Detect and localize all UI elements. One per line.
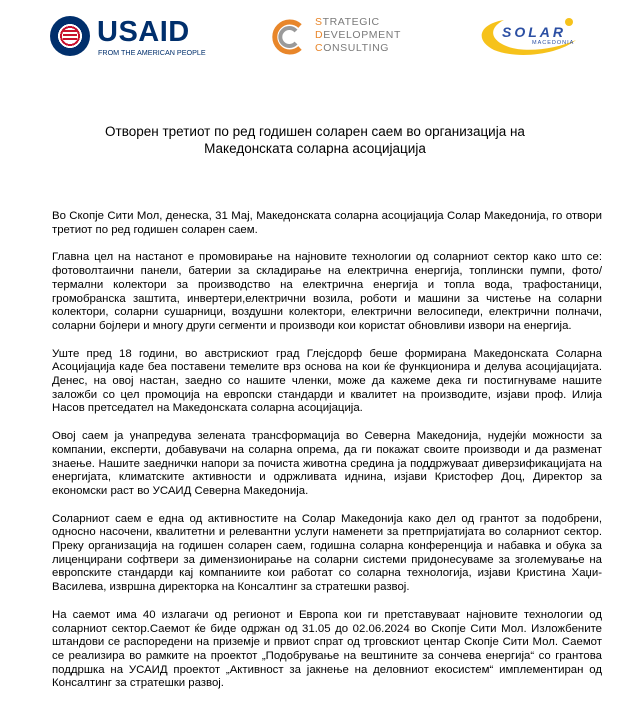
paragraph: На саемот има 40 излагачи од регионот и Европа кои ги претставуваат најновите технологии од соларниот сектор.Саемот ќе биде одржан од 31.05 до 02.06.2024 во Скопје Сити Мол. Изложбените штандови се распоредени на приземје и првиот спрат од трговскиот центар Скопје Сити Мол. Саемот се реализира во рамките на проектот „Подобрување на вештините за сончева енергија“ со грантова поддршка на УСАИД проектот „Активност за јакнење на деловниот екосистем“ имплементиран од Консалтинг за стратешки развој. — [52, 608, 602, 690]
sdc-wordmark: STRATEGIC DEVELOPMENT CONSULTING — [315, 16, 401, 54]
paragraph: Соларниот саем е една од активностите на Солар Македонија како дел од грантот за подобрени, односно насочени, квалитетни и релевантни услуги наменети за претпријатијата во соларниот сектор. Преку организација на годишен соларен саем, годишна соларна конференција и набавка и обука за лиценцирани софтвери за димензионирање на соларни системи придонесуваме за зголемување на европските стандарди кај компаниите кои работат со соларна технологија, изјави Кристина Хаџи- Василева, извршна директорка на Консалтинг за стратешки развој. — [52, 512, 602, 594]
solar-wordmark: SOLAR — [502, 24, 566, 40]
paragraph: Овој саем ја унапредува зелената трансформација во Северна Македонија, нудејќи можности за компании, експерти, добавувачи на соларна опрема, да ги покажат своите производи и да разменат знаење. Нашите заеднички напори за почиста животна средина ја поддржуваат диверзификацијата на енергијата, климатските активности и одржливата иднина, изјави Кристофер Доц, Директор за економски раст во УСАИД Северна Македонија. — [52, 430, 602, 497]
paragraph: Главна цел на настанот е промовирање на најновите технологии од соларниот сектор како што се: фотоволтаични панели, батерии за складирање на електрична енергија, топлински пумпи, фото/термални колектори за производство на електрична енергија и топла вода, трафостаници, громобранска заштита, инвертери,електрични возила, роботи и машини за чистење на соларни колектори, соларни сушарници, воздушни колектори, електрични велосипеди, електрични полначи, соларни бојлери и многу други сегменти и производи кои користат обновливи извори на енергија. — [52, 251, 602, 332]
logo-header — [0, 0, 630, 80]
article-body — [52, 210, 602, 705]
usaid-tagline: FROM THE AMERICAN PEOPLE — [98, 48, 206, 57]
usaid-logo — [50, 14, 206, 60]
solar-macedonia-logo — [464, 10, 584, 62]
usaid-seal-icon — [50, 16, 90, 56]
sdc-logo — [270, 14, 420, 60]
solar-sub-wordmark: MACEDONIA — [532, 40, 575, 46]
paragraph: Уште пред 18 години, во австрискиот град Глејсдорф беше формирана Македонската Соларна Асоцијација каде беа поставени темелите врз основа на кои ќе функционира и делува асоцијацијата. Денес, на овој настан, заедно со нашите членки, може да кажеме дека ги постигнуваме нашите заложби со цел промоција на европски стандарди и квалитет на производите, изјави проф. Илија Насов претседател на Македонската соларна асоцијација. — [52, 347, 602, 415]
article-title: Отворен третиот по ред годишен соларен саем во организација на Македонската соларна асоцијација — [105, 124, 525, 156]
sdc-mark-icon — [270, 18, 308, 56]
usaid-wordmark: USAID — [97, 16, 190, 48]
paragraph: Во Скопје Сити Мол, денеска, 31 Мај, Македонската соларна асоцијација Солар Македонија, го отвори третиот по ред годишен соларен саем. — [52, 210, 602, 236]
